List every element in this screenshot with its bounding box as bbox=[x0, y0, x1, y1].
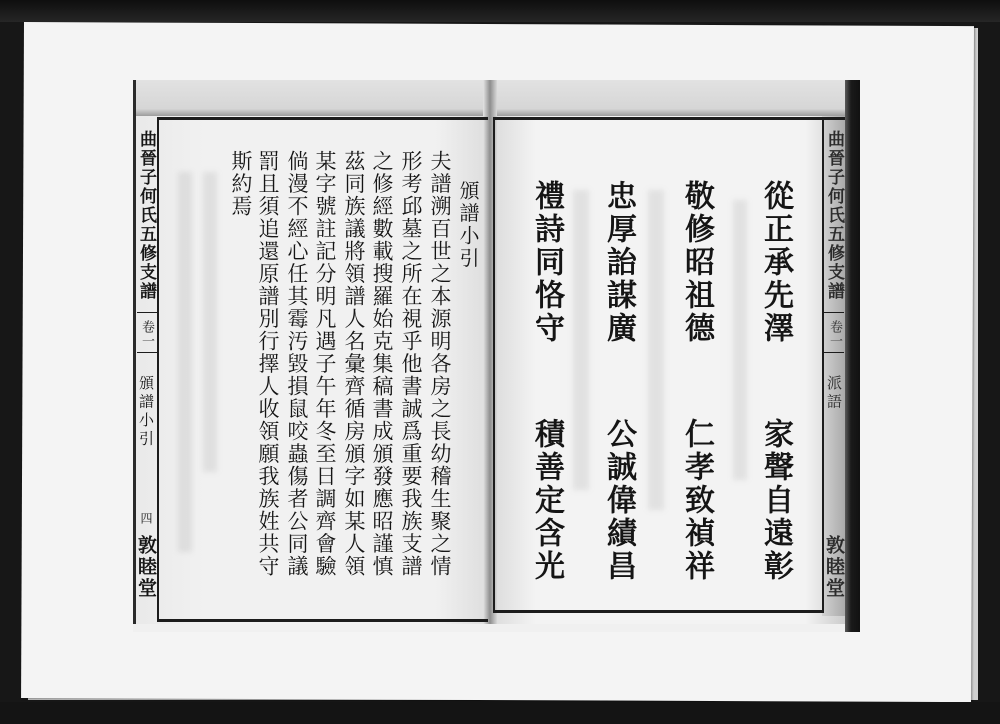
margin-hall-name: 敦睦堂 bbox=[823, 535, 845, 600]
text-column: 之修經數載搜羅始克集稿書成頒發應昭謹慎 bbox=[370, 150, 394, 578]
margin-section: 派語 bbox=[825, 375, 843, 412]
text-column: 形考邱墓之所在視乎他書誠爲重要我族支譜 bbox=[399, 150, 423, 578]
verse-lower-line: 家聲自遠彰 bbox=[758, 418, 793, 583]
fishtail-mark bbox=[137, 312, 157, 313]
page-bottom-edge bbox=[133, 624, 845, 632]
margin-volume: 卷一 bbox=[827, 320, 842, 348]
right-page-side-border bbox=[493, 117, 495, 612]
left-page-bottom-border bbox=[158, 619, 488, 622]
verse-lower-line: 仁孝致禎祥 bbox=[679, 418, 714, 583]
text-column: 茲同族議將領譜人名彙齊循房頒字如某人領 bbox=[342, 150, 366, 578]
text-column: 倘漫不經心任其霉汚毀損鼠咬蟲傷者公同議 bbox=[285, 150, 309, 578]
text-column: 斯約焉 bbox=[229, 150, 253, 218]
margin-hall-name: 敦睦堂 bbox=[135, 535, 157, 600]
text-column: 某字號註記分明凡遇子午年冬至日調齊會驗 bbox=[313, 150, 337, 578]
scanned-book-spread bbox=[133, 80, 860, 632]
bleed-through-shadow bbox=[733, 200, 747, 480]
verse-lower-line: 公誠偉績昌 bbox=[601, 418, 636, 583]
verse-lower-line: 積善定含光 bbox=[529, 418, 564, 583]
fishtail-mark bbox=[137, 352, 157, 353]
bleed-through-shadow bbox=[178, 172, 192, 552]
text-column: 罰且須追還原譜別行擇人收領願我族姓共守 bbox=[256, 150, 280, 578]
fishtail-mark bbox=[824, 352, 844, 353]
margin-volume: 卷一 bbox=[139, 320, 154, 348]
section-heading: 頒譜小引 bbox=[456, 180, 480, 270]
verse-upper-line: 忠厚詒謀廣 bbox=[601, 180, 636, 345]
verse-upper-line: 禮詩同恪守 bbox=[529, 180, 564, 345]
right-page-top-border bbox=[493, 117, 845, 120]
dark-backdrop-bottom bbox=[0, 702, 1000, 724]
left-page-side-border bbox=[157, 117, 159, 622]
left-page-top-border bbox=[158, 117, 488, 120]
verse-upper-line: 從正承先澤 bbox=[758, 180, 793, 345]
bleed-through-shadow bbox=[573, 190, 589, 490]
margin-book-title: 曲晉子何氏五修支譜 bbox=[136, 130, 156, 301]
verse-upper-line: 敬修昭祖德 bbox=[679, 180, 714, 345]
margin-section: 頒譜小引 bbox=[137, 375, 155, 449]
text-column: 夫譜溯百世之本源明各房之長幼稽生聚之情 bbox=[428, 150, 452, 578]
right-book-edge bbox=[845, 80, 860, 632]
dark-backdrop-top bbox=[0, 0, 1000, 22]
fishtail-mark bbox=[824, 312, 844, 313]
margin-page-number: 四 bbox=[139, 512, 153, 524]
bleed-through-shadow bbox=[648, 190, 664, 510]
bleed-through-shadow bbox=[203, 172, 217, 472]
right-page-bottom-border bbox=[493, 610, 824, 613]
margin-book-title: 曲晉子何氏五修支譜 bbox=[824, 130, 844, 301]
